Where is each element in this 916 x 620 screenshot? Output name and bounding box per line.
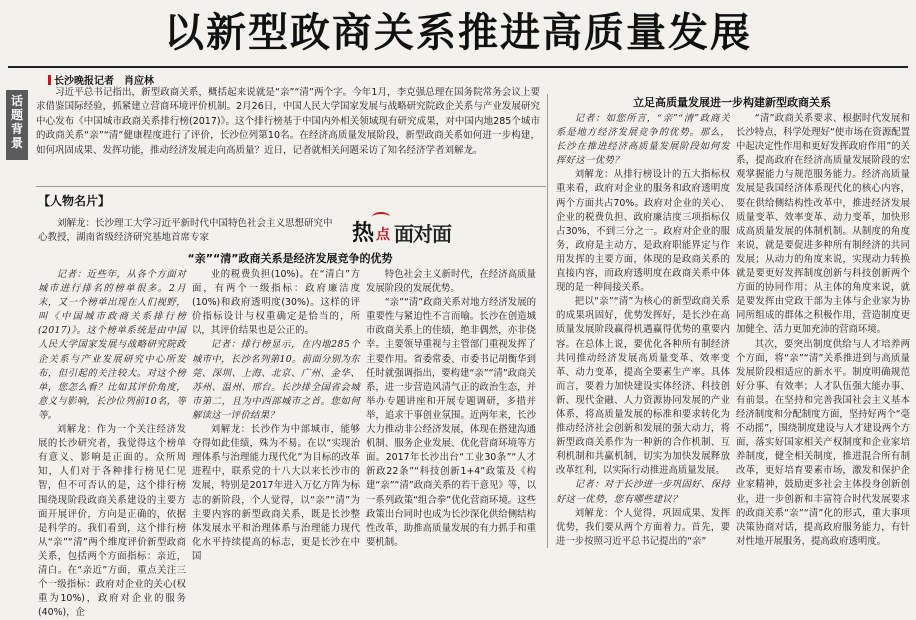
tag-char: 背 [10, 122, 23, 136]
logo-swirl-icon [372, 212, 390, 222]
section-title-high-quality: 立足高质量发展进一步构建新型政商关系 [633, 96, 831, 109]
tag-char: 题 [10, 108, 23, 122]
paragraph: 特色社会主义新时代，在经济高质量发展阶段的发展优势。 [366, 269, 536, 295]
byline-marker [48, 75, 51, 85]
paragraph: 刘解龙：从排行榜设计的五大指标权重来看，政府对企业的服务和政府透明度两个方面共占70%。政府对企业的关心、企业的税费负担、政府廉洁度三项指标仅占30%，不到三分之一。政府对企业的服务，政府是主动方，是政府职能界定与作用发挥的主要方面，体现的是政商关系的直接内容，而政府透明度在政商关系中体现的是一种间接关系。 [556, 169, 730, 294]
topic-background-tag [6, 90, 28, 160]
byline-text: 长沙晚报记者 肖应林 [54, 76, 154, 87]
tag-char: 话 [10, 94, 23, 108]
paragraph: 业的税费负担(10%)。在“清白”方面，有两个一级指标：政府廉洁度(10%)和政府透明度(30%)。这样的评价指标设计与权重确定是恰当的，所以，其评价结果也是公正的。 [192, 269, 360, 337]
paragraph: “清”政商关系要求、根据时代发展和长沙特点，科学处理好“使市场在资源配置中起决定性作用和更好发挥政府作用”的关系，提高政府在经济高质量发展阶段的宏观掌握能力与规范服务能力。经济高质量发展是我国经济体系现代化的核心内容，要在供给侧结构性改革中，推进经济发展质量变革、效率变革、动力变革，加快形成高质量发展的体制机制。从制度的角度来说，就是要促进多种所有制经济的共同发展；从动力的角度来说，实现动力转换就是要更好发挥制度创新与科技创新两个方面的协同作用；从主体的角度来说，就是要发挥由党政干部为主体与企业家为协同所组成的群体之积极作用，营造制度更加健全、活力更加充沛的营商环境。 [736, 113, 910, 336]
paragraph: 记者：排行榜显示，在内地285个城市中，长沙名列第10。前面分别为东莞、深圳、上海、北京、广州、金华、苏州、温州、邢台。长沙排全国省会城市第二，且为中西部城市之首。您如何解读这一评价结果？ [192, 339, 360, 421]
page-headline: 以新型政商关系推进高质量发展 [164, 9, 752, 56]
people-card-title: 【人物名片】 [38, 194, 111, 208]
article-column-5 [736, 112, 910, 548]
paragraph: “亲”“清”政商关系对地方经济发展的重要性与紧迫性不言而喻。长沙在创造城市政商关系上的佳绩，绝非偶然，亦非侥幸。主要领导重视与主管部门重视发挥了主要作用。省委常委、市委书记胡衡华到任时就强调指出，要构建“亲”“清”政商关系，进一步营造风清气正的政治生态，并举办专题讲座和开展专题调研，多措并举，追求干事创业氛围。近两年来，长沙大力推动非公经济发展，体现在搭建沟通机制、服务企业发展、优化营商环境等方面。2017年长沙出台“工业30条”“人才新政22条”“科技创新1+4”政策及《构建“亲”“清”政商关系的若干意见》等，以一系列政策“组合拳”优化营商环境。这些政策出台同时也成为长沙深化供给侧结构性改革，助推高质量发展的有力抓手和重要机制。 [366, 297, 536, 548]
hot-topic-logo: 热 点 面对面 [350, 210, 480, 246]
paragraph: 记者：如您所言，“亲”“清”政商关系是地方经济发展竞争的优势。那么，长沙在推进经济高质量发展阶段如何发挥好这一优势？ [556, 113, 730, 167]
section-title-advantage: “亲”“清”政商关系是经济发展竞争的优势 [187, 252, 393, 265]
byline [48, 72, 154, 87]
paragraph: 刘解龙：长沙作为中部城市，能够夺得如此佳绩，殊为不易。在以“实现治理体系与治理能力现代化”为目标的改革进程中，联系党的十八大以来长沙市的发展，特别是2017年进入万亿方阵为标志的新阶段，个人觉得，以“亲”“清”为主要内容的新型政商关系，既是长沙整体发展水平和治理体系与治理能力现代化水平持续提高的标志，更是长沙在中国 [192, 424, 360, 562]
people-card-text: 刘解龙：长沙理工大学习近平新时代中国特色社会主义思想研究中心教授，湖南省级经济研究基地首席专家 [38, 218, 333, 243]
paragraph: 记者：近些年，从各个方面对城市进行排名的榜单很多。2月末，又一个榜单出现在人们视野，叫《中国城市政商关系排行榜(2017)》。这个榜单系统是由中国人民大学国家发展与战略研究院政企关系与产业发展研究中心所发布，但引起的关注较大。对这个榜单，您怎么看？比如其评价角度，意义与影响，长沙位列前10名，等等。 [38, 269, 186, 421]
article-column-4 [556, 112, 730, 548]
paragraph: 刘解龙：个人觉得，巩固成果、发挥优势，我们要从两个方面着力。首先，要进一步按照习近平总书记提出的“亲” [556, 507, 730, 547]
column-divider [547, 94, 548, 548]
section-divider [36, 186, 546, 187]
paragraph: 把以“亲”“清”为核心的新型政商关系的成果巩固好，优势发挥好，是长沙在高质量发展阶段赢得机遇赢得优势的重要内容。在总体上说，要优化各种所有制经济共同推动经济发展高质量变革、效率变革、动力变革，提高全要素生产率。具体而言，要着力加快建设实体经济、科技创新、现代金融、人力资源协同发展的产业体系，将高质量发展的标准和要求转化为推动经济社会创新和发展的强大动力，将新型政商关系作为一种新的合作机制、互利机制和共赢机制，切实为加快发展释放改革红利，以实际行动推进高质量发展。 [556, 296, 730, 477]
article-column-3 [366, 268, 536, 548]
paragraph: 刘解龙：作为一个关注经济发展的长沙研究者，我觉得这个榜单有意义、影响是正面的。众所周知，人们对于各种排行榜见仁见智，但不可否认的是，这个排行榜围绕现阶段政商关系建设的主要方面开展评价，方向是正确的，依据是科学的。我们看到，这个排行榜从“亲”“清”两个维度评价新型政商关系，包括两个方面指标：亲近，清白。在“亲近”方面，重点关注三个一级指标：政府对企业的关心(权重为10%)，政府对企业的服务(40%)，企 [38, 424, 186, 619]
intro-paragraph [36, 86, 540, 158]
tag-char: 景 [10, 136, 23, 150]
paragraph: 记者：对于长沙进一步巩固好、保持好这一优势，您有哪些建议？ [556, 479, 730, 505]
article-column-1 [38, 268, 186, 619]
article-column-2 [192, 268, 360, 562]
headline-rule [8, 66, 908, 68]
paragraph: 其次，要突出制度供给与人才培养两个方面，将“亲”“清”关系推进到与高质量发展阶段相适应的新水平。制度明确规范好分事、有效率；人才队伍强大能办事、有前景。在坚持和完善我国社会主义基本经济制度和分配制度方面，坚持好两个“毫不动摇”，围绕制度建设与人才建设两个方面，落实好国家相关产权制度和企业家培养制度，健全相关制度，推进混合所有制改革，更好培育要素市场，激发和保护企业家精神，鼓励更多社会主体投身创新创业，进一步创新和丰富符合时代发展要求的政商关系“亲”“清”化的形式，重大事项决策协商对话，提高政府服务能力，有针对性地开展服务，提高政府透明度。 [736, 338, 910, 547]
people-card [38, 192, 338, 245]
intro-text: 习近平总书记指出，新型政商关系，概括起来说就是“亲”“清”两个字。今年1月，李克强总理在国务院常务会议上要求借鉴国际经验，抓紧建立营商环境评价机制。2月26日，中国人民大学国家发展与战略研究院政企关系与产业发展研究中心发布《中国城市政商关系排行榜(2017)》。这个排行榜基于中国内外相关领域现有研究成果，对中国内地285个城市的政商关系“亲”“清”健康程度进行了评价，长沙位列第10名。在经济高质量发展阶段，新型政商关系如何进一步构建，如何巩固成果、发挥功能，推动经济发展走向高质量？近日，记者就相关问题采访了知名经济学者刘解龙。 [36, 87, 540, 156]
